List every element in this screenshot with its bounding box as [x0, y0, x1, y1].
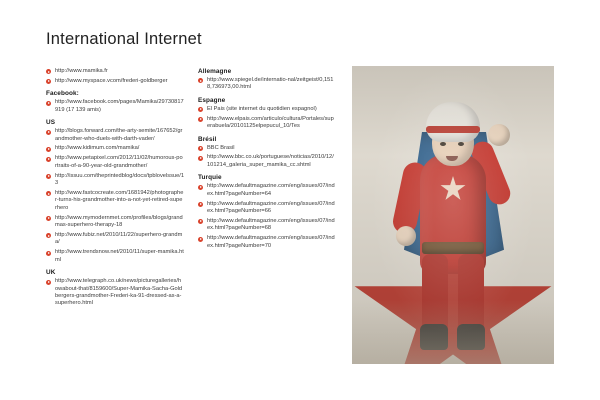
link-text: http://www.petapixel.com/2012/11/02/humorous-portraits-of-a-90-year-old-grandmother/	[55, 155, 183, 169]
link-text: El Pais (site internet du quotidien espagnol)	[207, 105, 317, 112]
page-title: International Internet	[46, 30, 202, 48]
play-bullet-icon	[46, 280, 51, 285]
link-text: BBC Brasil	[207, 144, 235, 151]
play-bullet-icon	[46, 233, 51, 238]
link-text: http://www.mymodernmet.com/profiles/blogs/grandmas-superhero-therapy-18	[55, 214, 183, 229]
link-text: http://www.myspace.vcom/frederi-goldberger	[55, 77, 168, 84]
link-text: http://www.defaultmagazine.com/eng/issues/07/index.html?pageNumber=70	[207, 235, 335, 249]
play-bullet-icon	[46, 69, 51, 74]
play-bullet-icon	[198, 78, 203, 83]
list-item[interactable]	[46, 215, 184, 230]
list-item[interactable]	[46, 155, 184, 170]
section-heading: Turquie	[198, 174, 222, 182]
list-item[interactable]	[198, 183, 336, 198]
play-bullet-icon	[46, 251, 51, 256]
play-bullet-icon	[46, 147, 51, 152]
photograph	[352, 66, 554, 364]
column-left	[46, 68, 184, 310]
play-bullet-icon	[198, 185, 203, 190]
link-text: http://www.facebook.com/pages/Mamika/29730817919 (17 139 amis)	[55, 99, 184, 113]
play-bullet-icon	[46, 130, 51, 135]
list-item[interactable]	[198, 77, 336, 92]
link-text: http://www.kidimum.com/mamika/	[55, 145, 140, 152]
link-text: http://www.defaultmagazine.com/eng/issues/07/index.html?pageNumber=68	[207, 217, 335, 232]
link-text: http://www.fubiz.net/2010/11/22/superhero-grandma/	[55, 232, 183, 246]
play-bullet-icon	[198, 117, 203, 122]
list-item[interactable]	[46, 68, 184, 75]
list-item[interactable]	[46, 128, 184, 143]
section-heading: Allemagne	[198, 68, 232, 75]
link-text: http://www.fastcocreate.com/1681942/photographer-turns-his-grandmother-into-a-not-yet-retired-superhero	[55, 189, 184, 211]
link-text: http://www.mamika.fr	[55, 68, 108, 74]
list-item[interactable]	[46, 173, 184, 188]
link-text: http://www.defaultmagazine.com/eng/issues/07/index.html?pageNumber=66	[207, 200, 335, 214]
column-right	[198, 68, 336, 253]
section-heading: Facebook:	[46, 90, 79, 98]
link-text: http://www.spiegel.de/internatio-nal/zeitgeist/0,1518,736973,00.html	[207, 77, 334, 91]
play-bullet-icon	[46, 157, 51, 162]
section-heading: Brésil	[198, 135, 217, 143]
play-bullet-icon	[198, 146, 203, 151]
list-item[interactable]	[46, 78, 184, 85]
list-item[interactable]	[46, 278, 184, 308]
list-item[interactable]	[46, 232, 184, 247]
link-text: http://www.elpais.com/articulo/cultura/Portales/superabuela/20101125elpepucul_10/Tes	[207, 115, 334, 130]
play-bullet-icon	[46, 79, 51, 84]
link-text: http://blogs.forward.com/the-arty-semite/167652/grandmother-who-duels-with-darth-vader/	[55, 128, 183, 142]
play-bullet-icon	[198, 156, 203, 161]
list-item[interactable]	[198, 218, 336, 233]
link-text: http://www.bbc.co.uk/portuguese/noticias/2010/12/101214_galeria_super_mamika_cc.shtml	[207, 154, 334, 168]
play-bullet-icon	[198, 219, 203, 224]
list-item[interactable]	[198, 145, 336, 152]
play-bullet-icon	[198, 107, 203, 112]
link-text: http://issuu.com/theprintedblog/docs/tpblovelssue/13	[55, 172, 184, 187]
list-item[interactable]	[198, 116, 336, 131]
list-item[interactable]	[198, 106, 336, 113]
list-item[interactable]	[46, 99, 184, 114]
play-bullet-icon	[46, 101, 51, 106]
play-bullet-icon	[46, 216, 51, 221]
play-bullet-icon	[46, 174, 51, 179]
list-item[interactable]	[198, 235, 336, 250]
list-item[interactable]	[198, 154, 336, 169]
list-item[interactable]	[46, 249, 184, 264]
section-heading: US	[46, 119, 56, 127]
list-item[interactable]	[46, 190, 184, 212]
list-item[interactable]	[46, 145, 184, 152]
link-columns	[46, 68, 336, 368]
link-text: http://www.telegraph.co.uk/news/picturegalleries/howabout-that/8159600/Super-Mamika-Sacha-Goldbergers-grandmother-Frederi-ka-91-dressed-as-a-superhero.html	[55, 278, 183, 307]
list-item[interactable]	[198, 201, 336, 216]
play-bullet-icon	[198, 202, 203, 207]
section-heading: UK	[46, 269, 56, 277]
link-text: http://www.defaultmagazine.com/eng/issues/07/index.html?pageNumber=64	[207, 183, 335, 197]
photo-vignette	[352, 66, 554, 364]
play-bullet-icon	[46, 191, 51, 196]
section-heading: Espagne	[198, 96, 226, 104]
play-bullet-icon	[198, 237, 203, 242]
link-text: http://www.trendsnow.net/2010/11/super-mamika.html	[55, 249, 184, 263]
